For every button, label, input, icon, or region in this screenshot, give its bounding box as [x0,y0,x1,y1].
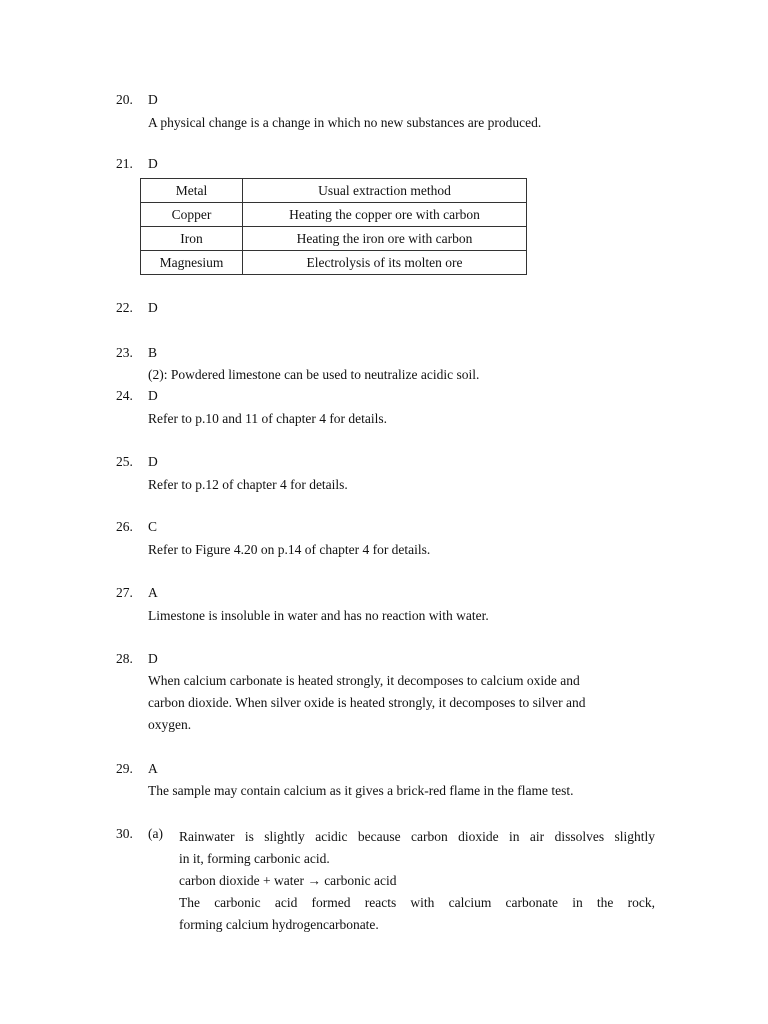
explanation-line: Rainwater is slightly acidic because carbon dioxide in air dissolves slightly [179,829,655,844]
explanation [148,364,668,386]
answer-letter: C [148,519,158,534]
question-number: 24. [116,388,133,403]
table-cell-method: Heating the iron ore with carbon [243,227,527,251]
sub-question-text [179,826,655,936]
table-cell-method: Heating the copper ore with carbon [243,203,527,227]
question-number: 27. [116,585,133,600]
explanation-line: Refer to Figure 4.20 on p.14 of chapter 4 for details. [148,542,431,557]
explanation-line: (2): Powdered limestone can be used to neutralize acidic soil. [148,367,480,382]
explanation-line: A physical change is a change in which no new substances are produced. [148,115,542,130]
answer-letter: D [148,300,158,315]
table-header-method: Usual extraction method [243,179,527,203]
table-row [141,203,527,227]
explanation-line: The sample may contain calcium as it gives a brick-red flame in the flame test. [148,783,574,798]
explanation [148,539,668,561]
table-row [141,227,527,251]
question-number: 22. [116,300,133,315]
answer-letter: D [148,156,158,171]
explanation [148,780,668,802]
table-header-metal: Metal [141,179,243,203]
table-header-row [141,179,527,203]
sub-question-label: (a) [148,826,163,841]
word-equation: carbon dioxide + water → carbonic acid [179,873,397,888]
answer-letter: D [148,92,158,107]
explanation-line: forming calcium hydrogencarbonate. [179,917,379,932]
explanation [148,474,668,496]
table-cell-metal: Iron [141,227,243,251]
answer-letter: A [148,761,158,776]
explanation-line: carbon dioxide. When silver oxide is heated strongly, it decomposes to silver and [148,695,586,710]
table-cell-metal: Magnesium [141,251,243,275]
explanation-line: oxygen. [148,717,192,732]
answer-letter: B [148,345,158,360]
question-number: 23. [116,345,133,360]
explanation-line: in it, forming carbonic acid. [179,851,330,866]
question-number: 30. [116,826,133,841]
question-number: 28. [116,651,133,666]
explanation-line: The carbonic acid formed reacts with calcium carbonate in the rock, [179,895,655,910]
answer-letter: A [148,585,158,600]
explanation-line: When calcium carbonate is heated strongly, it decomposes to calcium oxide and [148,673,580,688]
answer-letter: D [148,388,158,403]
answer-letter: D [148,454,158,469]
question-number: 21. [116,156,133,171]
table-row [141,251,527,275]
answer-letter: D [148,651,158,666]
explanation [148,670,668,736]
explanation-line: Refer to p.12 of chapter 4 for details. [148,477,348,492]
question-number: 29. [116,761,133,776]
table-cell-metal: Copper [141,203,243,227]
question-number: 25. [116,454,133,469]
explanation-line: Limestone is insoluble in water and has no reaction with water. [148,608,489,623]
explanation [148,605,668,627]
explanation [148,408,668,430]
extraction-table [140,178,527,275]
explanation [148,112,668,134]
explanation-line: Refer to p.10 and 11 of chapter 4 for details. [148,411,388,426]
question-number: 26. [116,519,133,534]
question-number: 20. [116,92,133,107]
table-cell-method: Electrolysis of its molten ore [243,251,527,275]
